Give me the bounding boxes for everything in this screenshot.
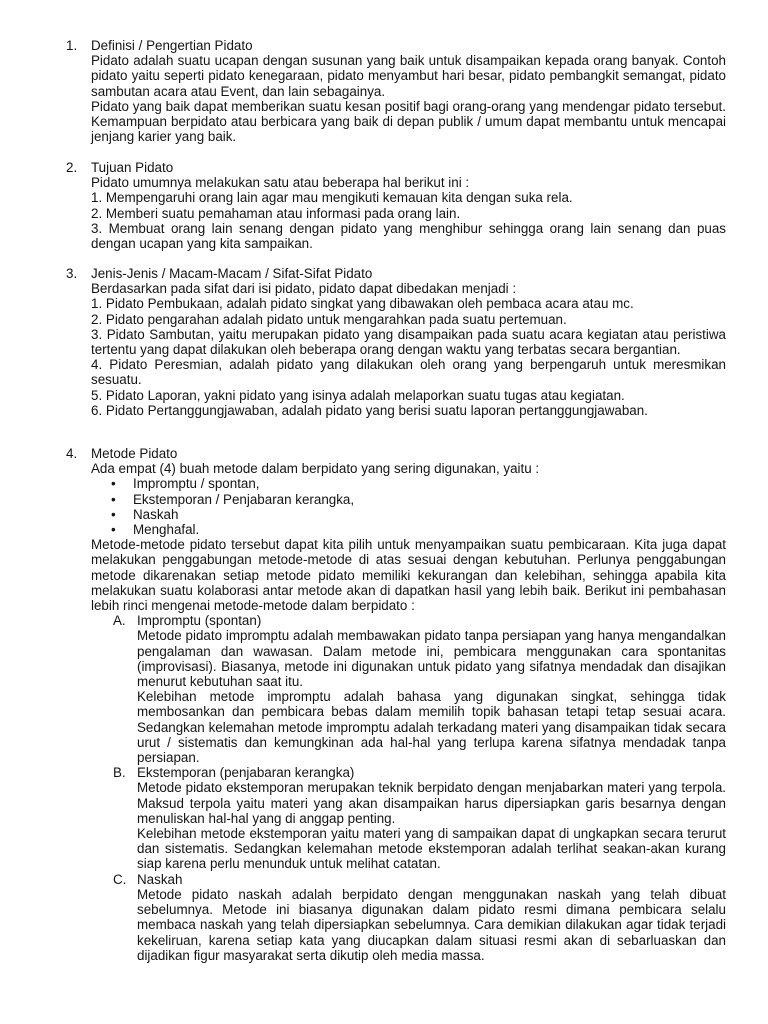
paragraph: Metode-metode pidato tersebut dapat kita pilih untuk menyampaikan suatu pembicaraan. Kita juga dapat melakukan penggabungan metode-metode di atas sesuai dengan kebutuhan. Perlunya penggabungan metode dikarenakan setiap metode pidato memiliki kekurangan dan kelebihan, sehingga apabila kita melakukan suatu kolaborasi antar metode akan di dapatkan hasil yang lebih baik. Berikut ini pembahasan lebih rinci mengenai metode-metode dalam berpidato : xyxy=(91,537,726,614)
subsection-title: Naskah xyxy=(137,871,183,887)
section-tujuan xyxy=(66,160,726,251)
paragraph: Kelebihan metode ekstemporan yaitu materi yang di sampaikan dapat di ungkapkan secara terurut dan sistematis. Sedangkan kelemahan metode ekstemporan adalah terlihat seakan-akan kurang siap karena perlu menunduk untuk melihat catatan. xyxy=(137,826,726,872)
bullet-list xyxy=(91,476,726,537)
list-item: 6. Pidato Pertanggungjawaban, adalah pidato yang berisi suatu laporan pertanggungjawaban. xyxy=(91,402,648,418)
bullet-item: • Impromptu / spontan, xyxy=(111,476,726,491)
section-number: 1. xyxy=(66,38,78,53)
section-metode xyxy=(66,446,726,963)
list-item: 3. Membuat orang lain senang dengan pidato yang menghibur sehingga orang lain senang dan puas dengan ucapan yang kita sampaikan. xyxy=(91,220,726,252)
section-intro: Pidato umumnya melakukan satu atau beberapa hal berikut ini : xyxy=(91,175,470,191)
bullet-item: • Menghafal. xyxy=(111,522,726,537)
subsection-title: Ekstemporan (penjabaran kerangka) xyxy=(137,765,355,781)
subsection-impromptu xyxy=(113,613,726,765)
section-definisi xyxy=(66,38,726,144)
section-title: Tujuan Pidato xyxy=(91,160,174,175)
section-jenis xyxy=(66,266,726,418)
section-number: 3. xyxy=(66,266,78,281)
section-number: 4. xyxy=(66,446,78,461)
subsection-letter: A. xyxy=(113,613,126,629)
list-item: 2. Memberi suatu pemahaman atau informasi pada orang lain. xyxy=(91,205,461,221)
paragraph: Metode pidato ekstemporan merupakan teknik berpidato dengan menjabarkan materi yang terpola. Maksud terpola yaitu materi yang akan disampaikan harus dipersiapkan garis besarnya dengan menuliskan hal-hal yang di anggap penting. xyxy=(137,780,726,826)
section-title: Definisi / Pengertian Pidato xyxy=(91,38,253,53)
list-item: 2. Pidato pengarahan adalah pidato untuk mengarahkan pada suatu pertemuan. xyxy=(91,311,567,327)
subsection-naskah xyxy=(113,872,726,963)
paragraph: Pidato yang baik dapat memberikan suatu kesan positif bagi orang-orang yang mendengar pidato tersebut. Kemampuan berpidato atau berbicara yang baik di depan publik / umum dapat membantu untuk mencapai jenjang karier yang baik. xyxy=(91,98,726,145)
bullet-item: • Naskah xyxy=(111,507,726,522)
section-number: 2. xyxy=(66,160,78,175)
section-intro: Berdasarkan pada sifat dari isi pidato, pidato dapat dibedakan menjadi : xyxy=(91,281,517,297)
section-title: Jenis-Jenis / Macam-Macam / Sifat-Sifat Pidato xyxy=(91,266,373,281)
list-item: 4. Pidato Peresmian, adalah pidato yang dilakukan oleh orang yang berpengaruh untuk meresmikan sesuatu. xyxy=(91,357,726,388)
bullet-item: • Ekstemporan / Penjabaran kerangka, xyxy=(111,492,726,507)
section-intro: Ada empat (4) buah metode dalam berpidato yang sering digunakan, yaitu : xyxy=(91,461,540,477)
paragraph: Pidato adalah suatu ucapan dengan susunan yang baik untuk disampaikan kepada orang banyak. Contoh pidato yaitu seperti pidato kenegaraan, pidato menyambut hari besar, pidato pembangkit semangat, pidato sambutan acara atau Event, dan lain sebagainya. xyxy=(91,53,726,99)
paragraph: Metode pidato impromptu adalah membawakan pidato tanpa persiapan yang hanya mengandalkan pengalaman dan wawasan. Dalam metode ini, pembicara menggunakan cara spontanitas (improvisasi). Biasanya, metode ini digunakan untuk pidato yang sifatnya mendadak dan disajikan menurut kebutuhan saat itu. xyxy=(137,628,726,690)
subsection-letter: C. xyxy=(113,871,127,887)
list-item: 1. Mempengaruhi orang lain agar mau mengikuti kemauan kita dengan suka rela. xyxy=(91,190,573,206)
paragraph: Metode pidato naskah adalah berpidato dengan menggunakan naskah yang telah dibuat sebelumnya. Metode ini biasanya digunakan dalam pidato resmi dimana pembicara selalu membaca naskah yang telah dipersiapkan sebelumnya. Cara demikian dilakukan agar tidak terjadi kekeliruan, karena setiap kata yang diucapkan dalam situasi resmi akan di sebarluaskan dan dijadikan figur masyarakat serta dikutip oleh media massa. xyxy=(137,886,726,963)
list-item: 5. Pidato Laporan, yakni pidato yang isinya adalah melaporkan suatu tugas atau kegiatan. xyxy=(91,387,625,403)
paragraph: Kelebihan metode impromptu adalah bahasa yang digunakan singkat, sehingga tidak membosankan dan pembicara bebas dalam memilih topik bahasan tetapi tetap sesuai acara. Sedangkan kelemahan metode impromptu adalah terkadang materi yang disampaikan tidak secara urut / sistematis dan kemungkinan ada hal-hal yang terlupa karena sifatnya mendadak tanpa persiapan. xyxy=(137,689,726,766)
list-item: 3. Pidato Sambutan, yaitu merupakan pidato yang disampaikan pada suatu acara kegiatan atau peristiwa tertentu yang dapat dilakukan oleh beberapa orang dengan waktu yang terbatas secara bergantian. xyxy=(91,326,726,358)
list-item: 1. Pidato Pembukaan, adalah pidato singkat yang dibawakan oleh pembaca acara atau mc. xyxy=(91,296,634,312)
subsection-ekstemporan xyxy=(113,765,726,871)
section-title: Metode Pidato xyxy=(91,446,178,461)
subsection-letter: B. xyxy=(113,765,126,781)
subsection-title: Impromptu (spontan) xyxy=(137,613,262,629)
